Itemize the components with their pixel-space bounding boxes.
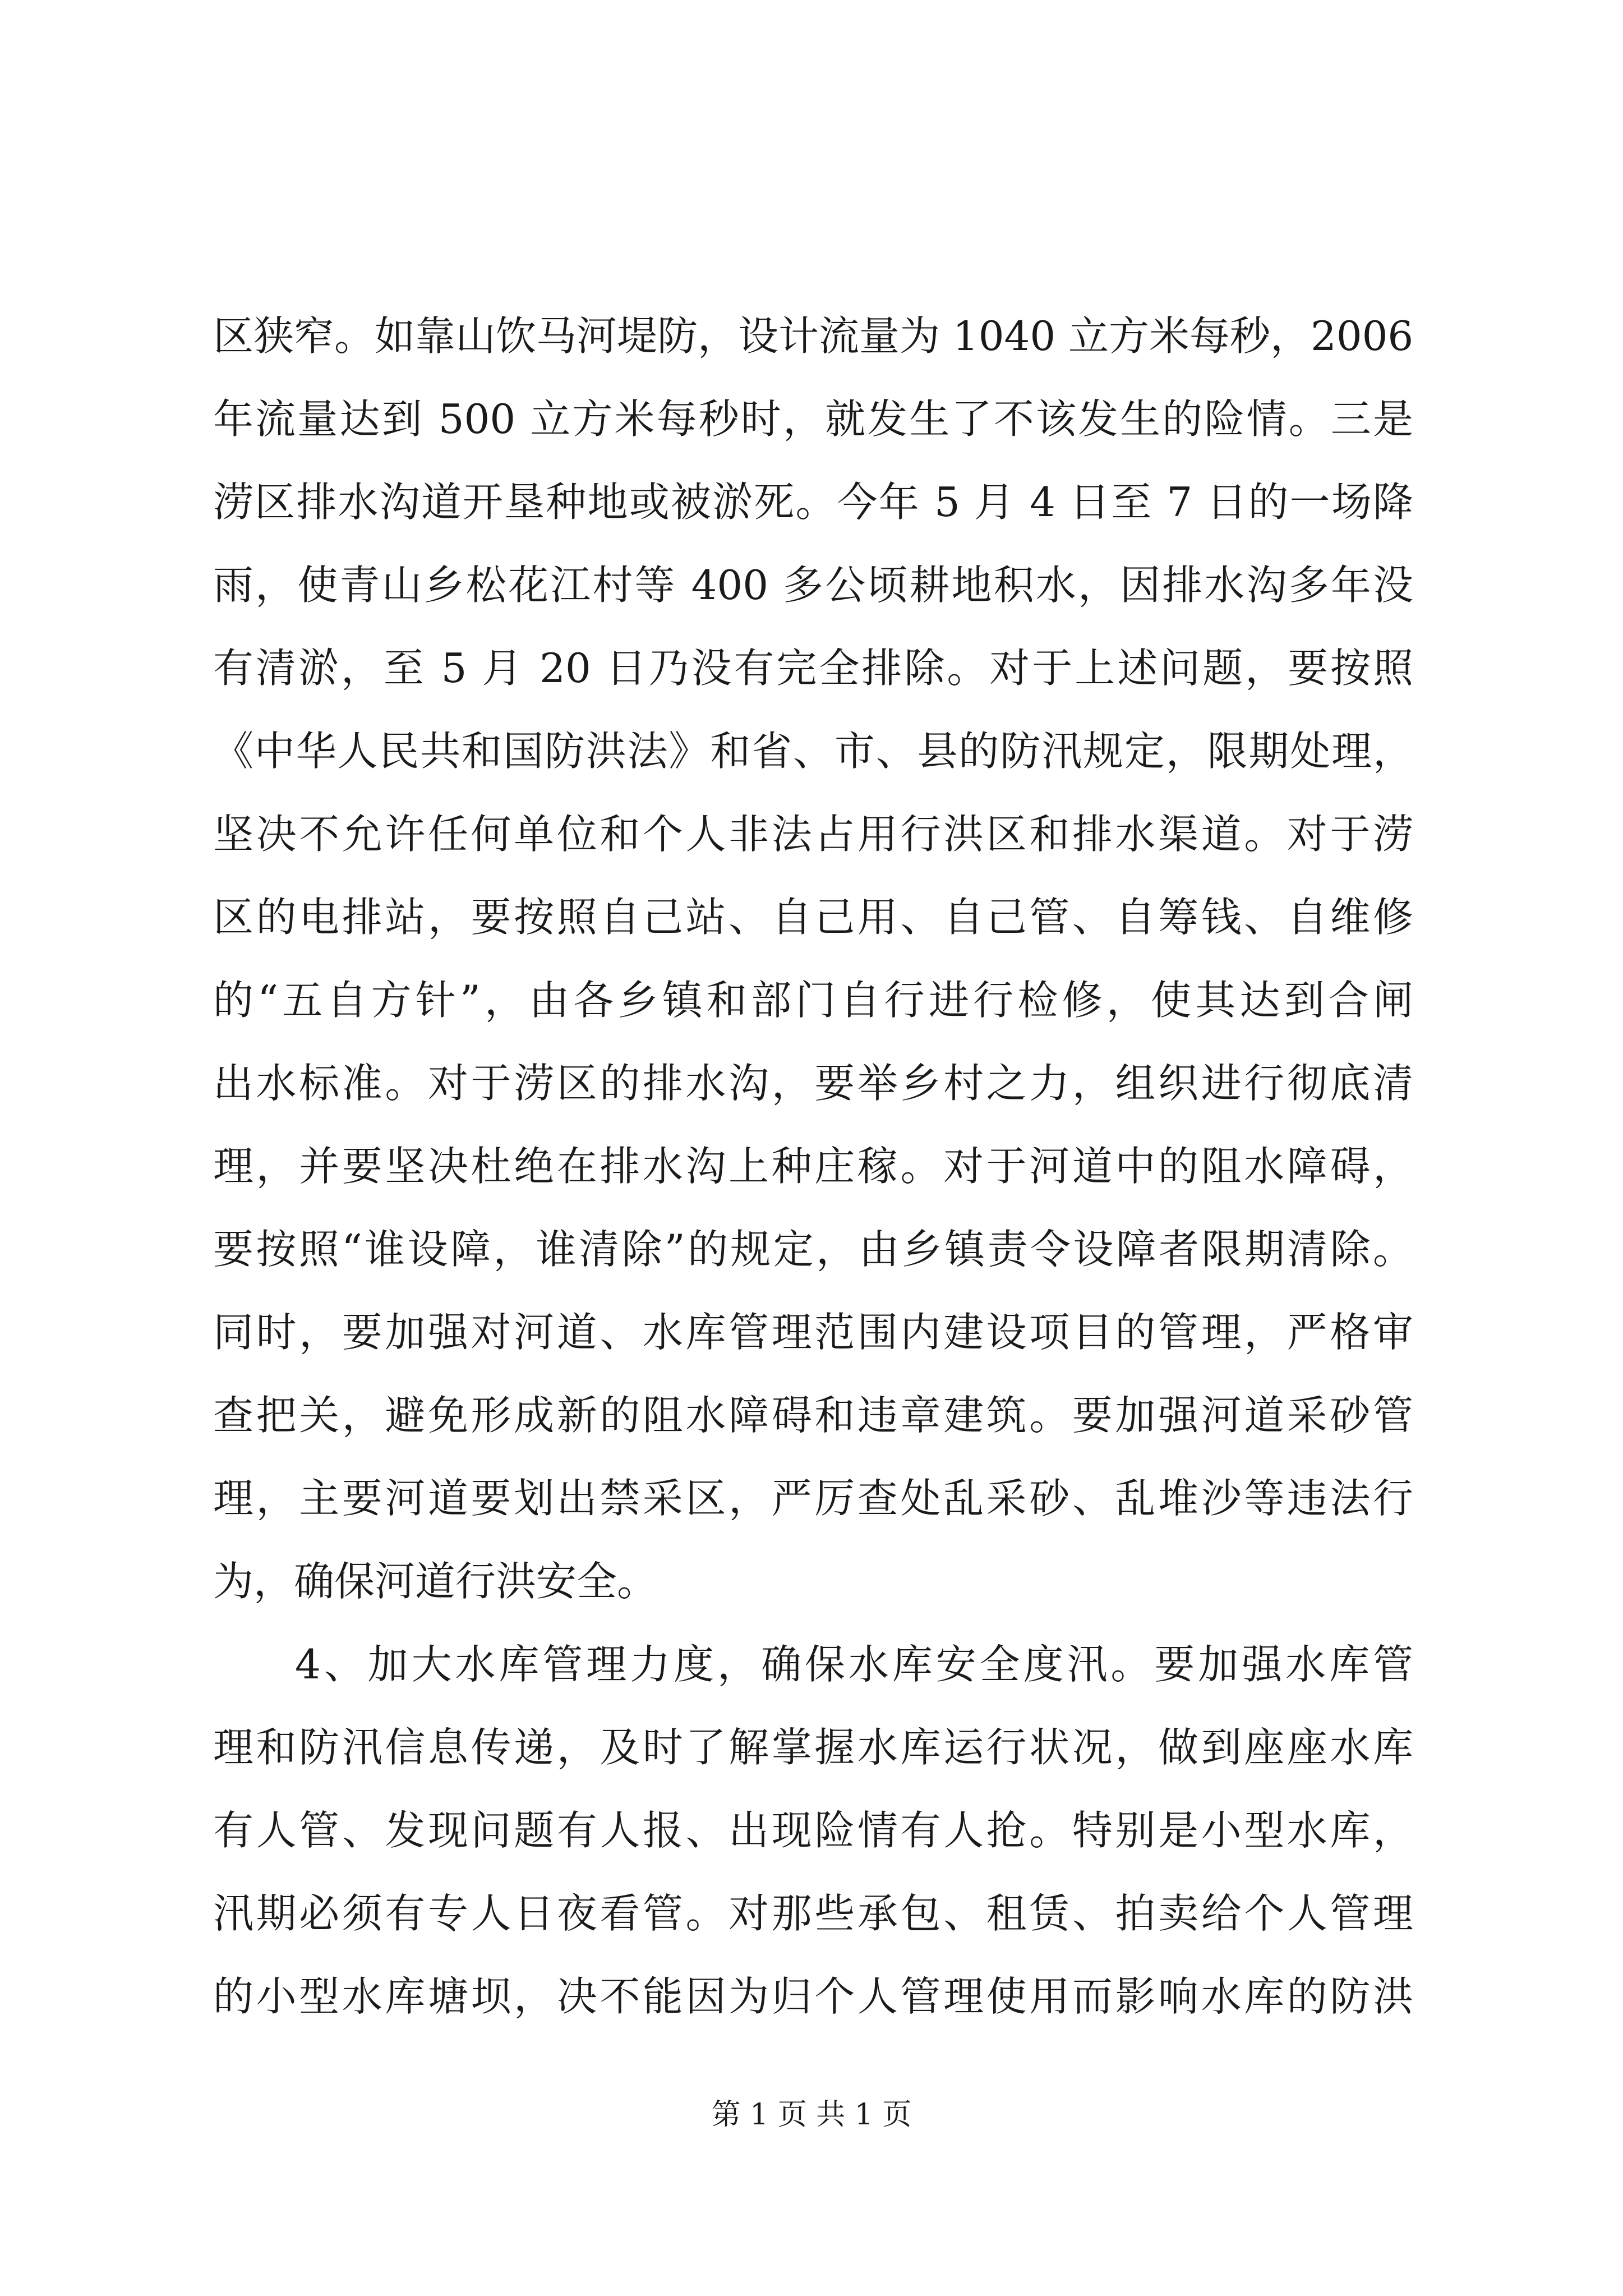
text-line: 区的电排站，要按照自己站、自己用、自己管、自筹钱、自维修 [213,894,1413,941]
text-line: 涝区排水沟道开垦种地或被淤死。今年 5 月 4 日至 7 日的一场降 [213,478,1413,526]
text-line: 有清淤，至 5 月 20 日乃没有完全排除。对于上述问题，要按照 [213,645,1413,692]
text-line: 《中华人民共和国防洪法》和省、市、县的防汛规定，限期处理， [213,728,1413,775]
text-line: 出水标准。对于涝区的排水沟，要举乡村之力，组织进行彻底清 [213,1060,1413,1107]
text-line: 雨，使青山乡松花江村等 400 多公顷耕地积水，因排水沟多年没 [213,562,1413,609]
text-line: 坚决不允许任何单位和个人非法占用行洪区和排水渠道。对于涝 [213,811,1413,858]
text-line: 的“五自方针”，由各乡镇和部门自行进行检修，使其达到合闸 [213,977,1413,1024]
text-line: 理，并要坚决杜绝在排水沟上种庄稼。对于河道中的阻水障碍， [213,1143,1413,1190]
paragraph-start-line: 4、加大水库管理力度，确保水库安全度汛。要加强水库管 [295,1641,1413,1688]
text-line: 汛期必须有专人日夜看管。对那些承包、租赁、拍卖给个人管理 [213,1890,1413,1937]
text-line: 区狭窄。如靠山饮马河堤防，设计流量为 1040 立方米每秒，2006 [213,312,1413,360]
document-body [213,295,1413,2038]
paragraph-end-line: 为，确保河道行洪安全。 [213,1558,658,1605]
text-line: 同时，要加强对河道、水库管理范围内建设项目的管理，严格审 [213,1309,1413,1356]
text-line: 查把关，避免形成新的阻水障碍和违章建筑。要加强河道采砂管 [213,1392,1413,1439]
text-line: 理，主要河道要划出禁采区，严厉查处乱采砂、乱堆沙等违法行 [213,1475,1413,1522]
text-line: 的小型水库塘坝，决不能因为归个人管理使用而影响水库的防洪 [213,1973,1413,2020]
text-line: 理和防汛信息传递，及时了解掌握水库运行状况，做到座座水库 [213,1724,1413,1771]
text-line: 有人管、发现问题有人报、出现险情有人抢。特别是小型水库， [213,1807,1413,1854]
text-line: 年流量达到 500 立方米每秒时，就发生了不该发生的险情。三是 [213,395,1413,443]
text-line: 要按照“谁设障，谁清除”的规定，由乡镇责令设障者限期清除。 [213,1226,1413,1273]
page-footer: 第 1 页 共 1 页 [711,2098,912,2132]
